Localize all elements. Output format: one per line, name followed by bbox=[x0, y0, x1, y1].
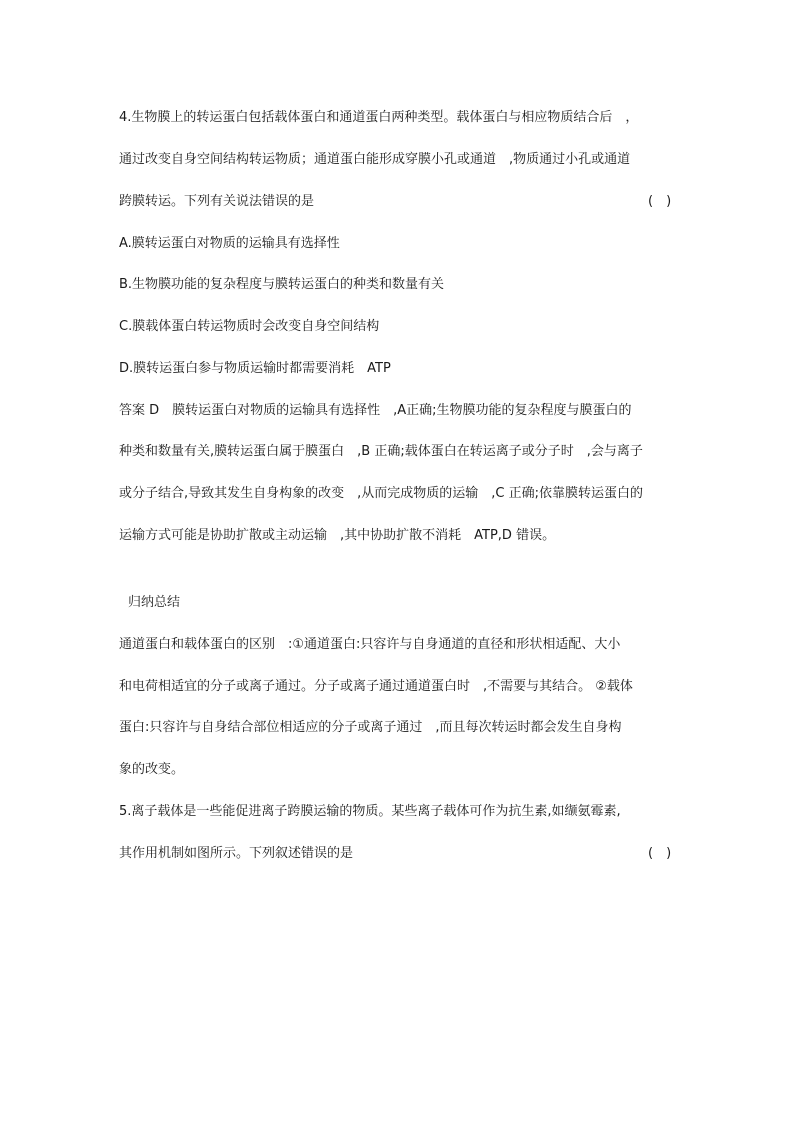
q4-stem-line-2: 通过改变自身空间结构转运物质；通道蛋白能形成穿膜小孔或通道 ,物质通过小孔或通道 bbox=[119, 152, 631, 167]
q4-option-d: D.膜转运蛋白参与物质运输时都需要消耗 ATP bbox=[119, 361, 391, 376]
q4-answer-line-2: 种类和数量有关,膜转运蛋白属于膜蛋白 ,B 正确;载体蛋白在转运离子或分子时 ,会与离子 bbox=[119, 444, 643, 459]
q5-stem-line-2: 其作用机制如图所示。下列叙述错误的是 bbox=[119, 846, 354, 861]
q4-stem-line-3: 跨膜转运。下列有关说法错误的是 bbox=[119, 194, 315, 209]
q4-answer-line-3: 或分子结合,导致其发生自身构象的改变 ,从而完成物质的运输 ,C 正确;依靠膜转运蛋白的 bbox=[119, 486, 643, 501]
summary-line-2: 和电荷相适宜的分子或离子通过。分子或离子通过通道蛋白时 ,不需要与其结合。 ②载体 bbox=[119, 679, 633, 694]
q4-stem-line-1: 4.生物膜上的转运蛋白包括载体蛋白和通道蛋白两种类型。载体蛋白与相应物质结合后 ， bbox=[119, 110, 639, 125]
summary-line-4: 象的改变。 bbox=[119, 762, 185, 777]
summary-line-3: 蛋白:只容许与自身结合部位相适应的分子或离子通过 ,而且每次转运时都会发生自身构 bbox=[119, 720, 622, 735]
q5-stem-line-1: 5.离子载体是一些能促进离子跨膜运输的物质。某些离子载体可作为抗生素,如缬氨霉素, bbox=[119, 804, 621, 819]
q4-option-c: C.膜载体蛋白转运物质时会改变自身空间结构 bbox=[119, 319, 380, 334]
summary-heading: 归纳总结 bbox=[128, 595, 181, 610]
q4-answer-line-1: 答案 D 膜转运蛋白对物质的运输具有选择性 ,A正确;生物膜功能的复杂程度与膜蛋白的 bbox=[119, 403, 632, 418]
q4-option-a: A.膜转运蛋白对物质的运输具有选择性 bbox=[119, 236, 340, 251]
q4-answer-bracket: ( ) bbox=[648, 194, 672, 209]
summary-line-1: 通道蛋白和载体蛋白的区别 :①通道蛋白:只容许与自身通道的直径和形状相适配、大小 bbox=[119, 637, 621, 652]
q5-answer-bracket: ( ) bbox=[648, 846, 672, 861]
q4-answer-line-4: 运输方式可能是协助扩散或主动运输 ,其中协助扩散不消耗 ATP,D 错误。 bbox=[119, 528, 556, 543]
q4-option-b: B.生物膜功能的复杂程度与膜转运蛋白的种类和数量有关 bbox=[119, 277, 445, 292]
